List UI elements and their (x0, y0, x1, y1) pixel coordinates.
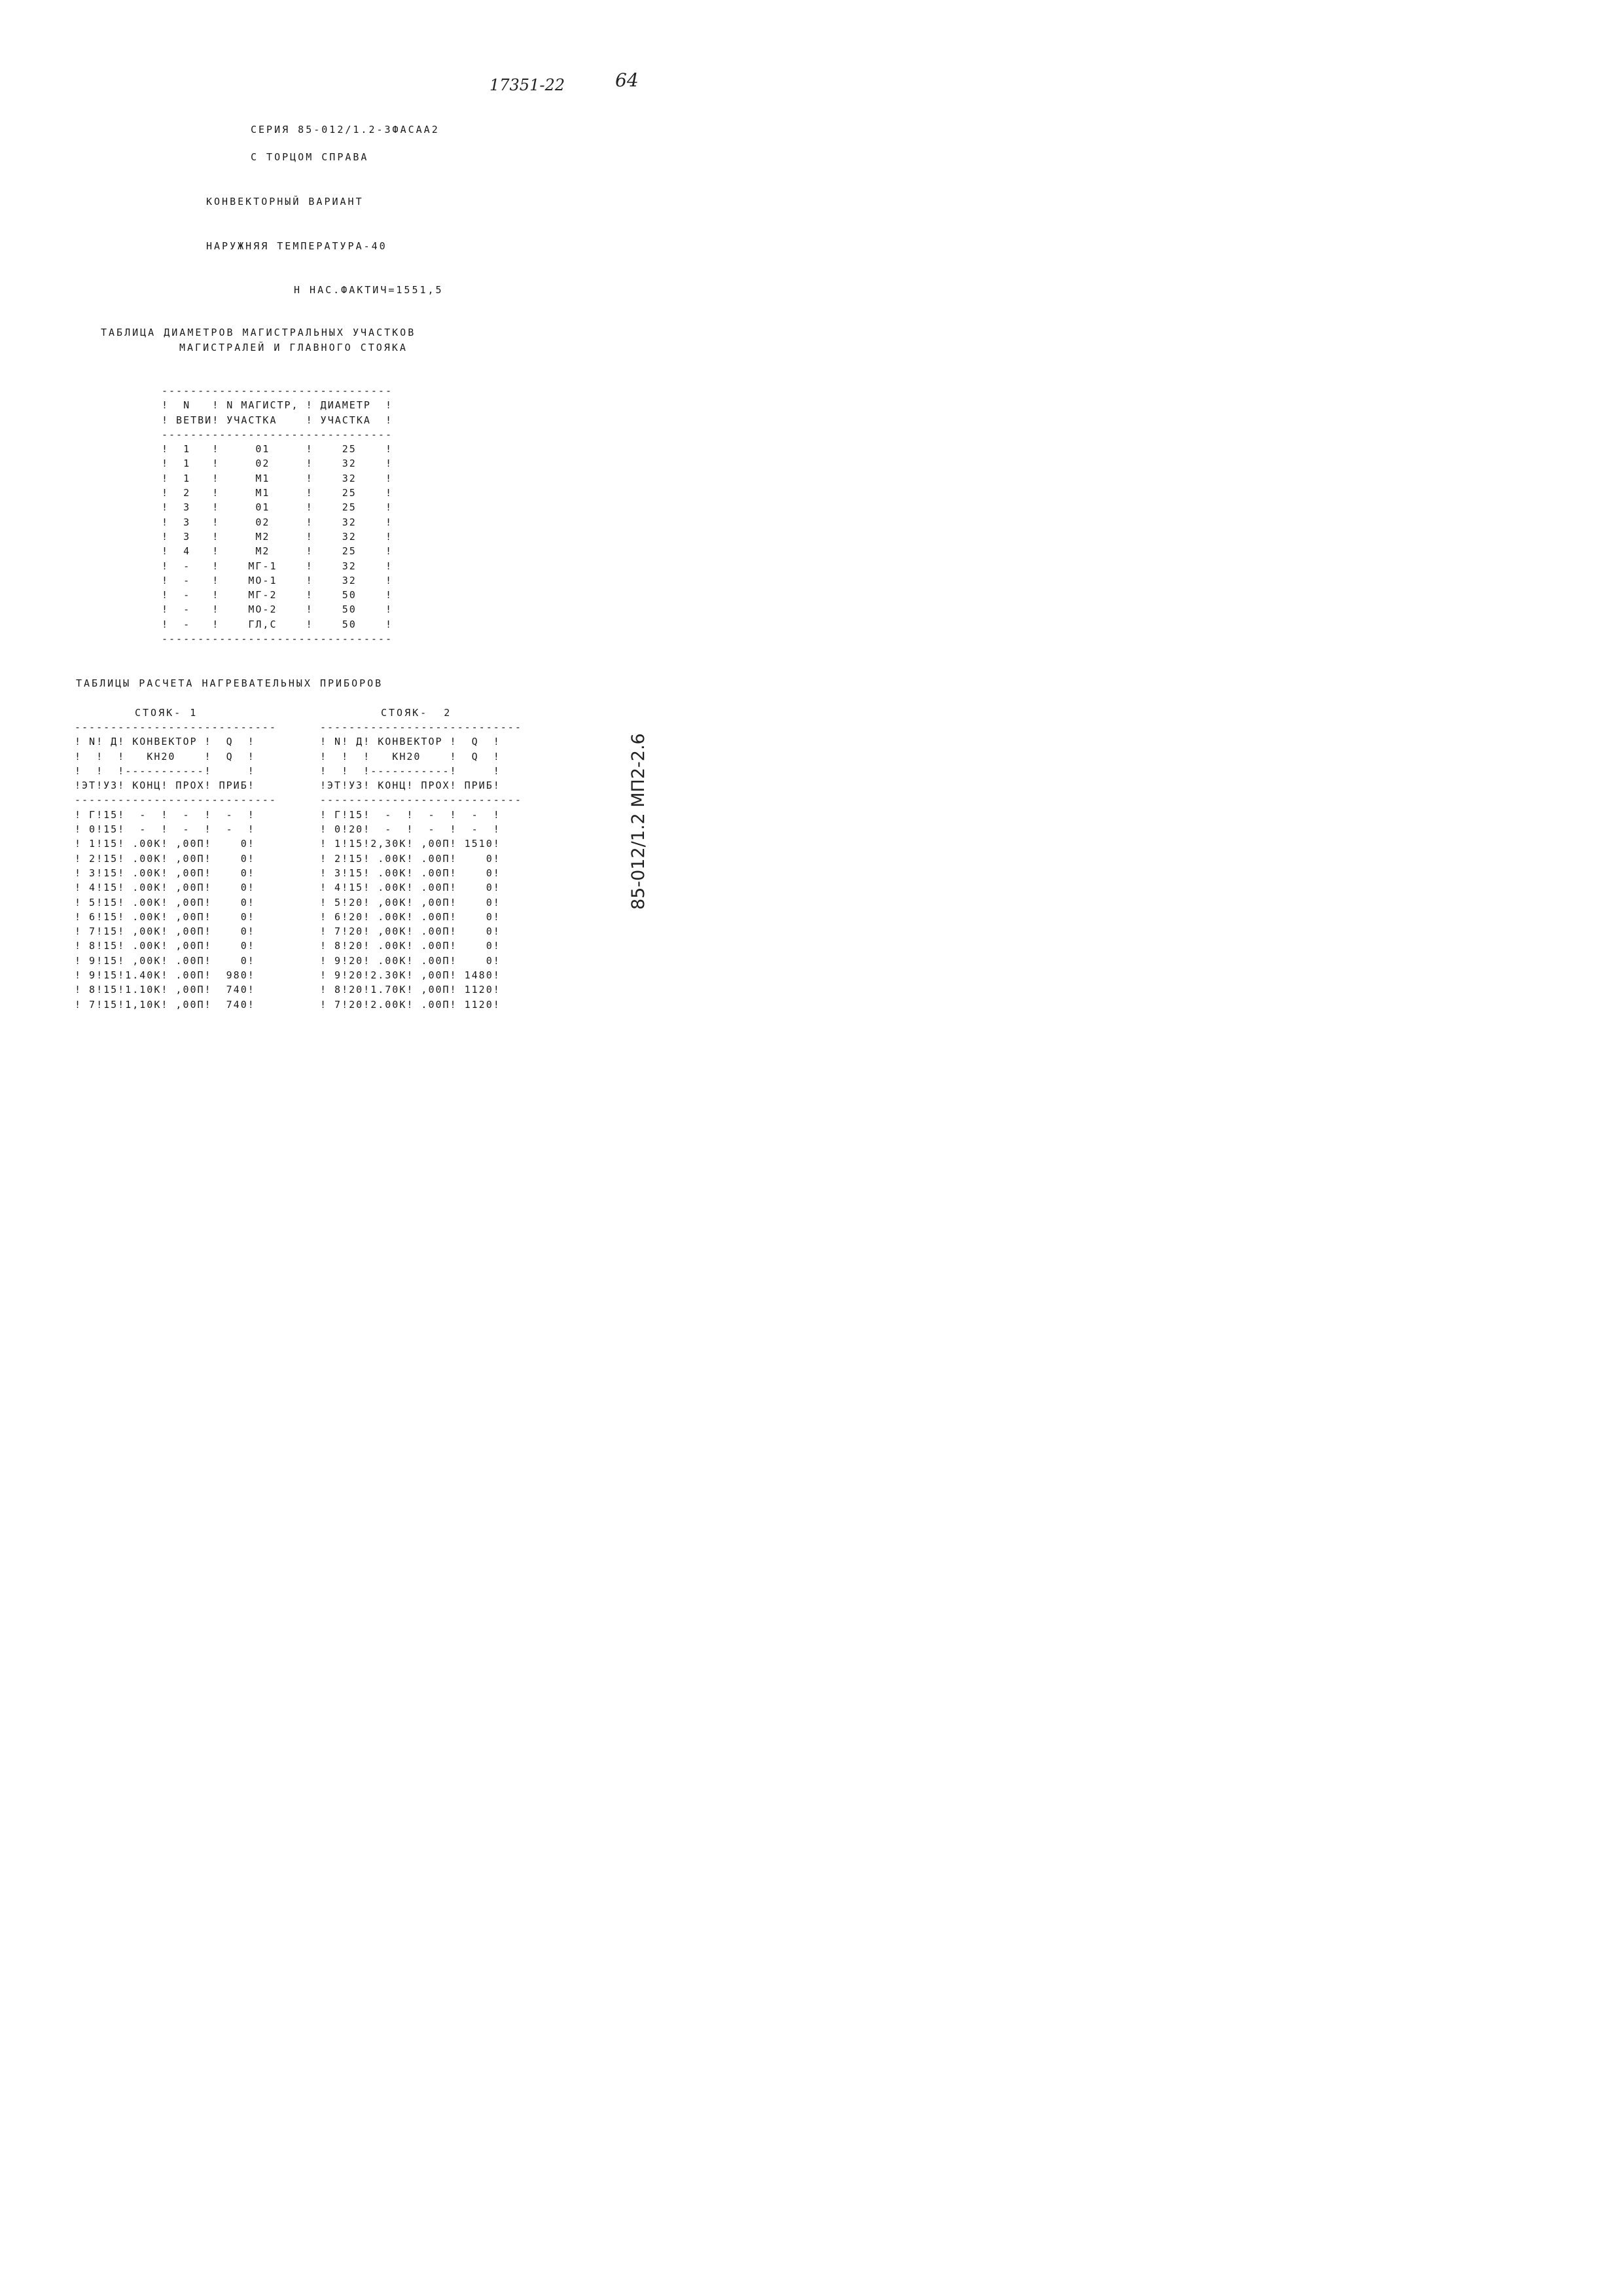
table-row: ! 0!15! - ! - ! - ! (75, 823, 255, 836)
table-row: ! ВЕТВИ! УЧАСТКА ! УЧАСТКА ! (162, 414, 393, 426)
table-row: ! - ! МО-2 ! 50 ! (162, 603, 393, 616)
table-row: ! - ! МГ-2 ! 50 ! (162, 589, 393, 601)
table-row: ! 2 ! М1 ! 25 ! (162, 487, 393, 499)
subtitle-end-position: С ТОРЦОМ СПРАВА (251, 151, 369, 163)
table-row: ! 7!20!2.00К! .00П! 1120! (320, 998, 501, 1011)
table-row: ! N ! N МАГИСТР, ! ДИАМЕТР ! (162, 399, 393, 412)
table-row: ! 1 ! 01 ! 25 ! (162, 443, 393, 456)
table-row: ! 2!15! .00К! ,00П! 0! (75, 852, 255, 865)
subtitle-variant: КОНВЕКТОРНЫЙ ВАРИАНТ (206, 196, 364, 207)
handwritten-doc-number: 17351-22 (490, 76, 565, 94)
table-row: ! N! Д! КОНВЕКТОР ! Q ! (320, 736, 501, 748)
diameter-table (162, 384, 393, 646)
diameter-table-title-line2: МАГИСТРАЛЕЙ И ГЛАВНОГО СТОЯКА (179, 342, 408, 353)
table-row: ! 8!15!1.10К! ,00П! 740! (75, 984, 255, 996)
table-row: ! 3 ! М2 ! 32 ! (162, 530, 393, 543)
table-row: !ЭТ!УЗ! КОНЦ! ПРОХ! ПРИБ! (320, 780, 501, 792)
riser-1-table (75, 720, 277, 1012)
table-row: ! - ! ГЛ,С ! 50 ! (162, 618, 393, 630)
table-row: -------------------------------- (162, 385, 393, 397)
table-row: ! 3 ! 02 ! 32 ! (162, 516, 393, 528)
table-row: ---------------------------- (75, 794, 277, 806)
table-row: ! 9!20!2.30К! ,00П! 1480! (320, 969, 501, 982)
handwritten-page-number: 64 (615, 69, 639, 91)
table-row: ! 9!20! .00К! .00П! 0! (320, 954, 501, 967)
table-row: ! 4!15! .00К! ,00П! 0! (75, 882, 255, 894)
table-row: ! 4 ! М2 ! 25 ! (162, 545, 393, 558)
table-row: ! 8!20! .00К! .00П! 0! (320, 940, 501, 952)
table-row: ! 4!15! .00К! .00П! 0! (320, 882, 501, 894)
riser-2-label: СТОЯК- 2 (381, 707, 452, 719)
table-row: ! Г!15! - ! - ! - ! (75, 808, 255, 821)
riser-1-label: СТОЯК- 1 (135, 707, 198, 719)
table-row: ! 8!15! .00К! ,00П! 0! (75, 940, 255, 952)
table-row: ! 9!15! ,00К! .00П! 0! (75, 954, 255, 967)
table-row: ! Г!15! - ! - ! - ! (320, 808, 501, 821)
riser-2-table (320, 720, 522, 1012)
table-row: ! 7!15! ,00К! ,00П! 0! (75, 925, 255, 938)
table-row: ! N! Д! КОНВЕКТОР ! Q ! (75, 736, 255, 748)
table-row: ! 8!20!1.70К! ,00П! 1120! (320, 984, 501, 996)
table-row: ! 1!15! .00К! ,00П! 0! (75, 838, 255, 850)
table-row: ! ! !-----------! ! (320, 764, 501, 777)
table-row: ---------------------------- (320, 721, 522, 733)
diameter-table-title-line1: ТАБЛИЦА ДИАМЕТРОВ МАГИСТРАЛЬНЫХ УЧАСТКОВ (101, 327, 416, 338)
table-row: ! 2!15! .00К! .00П! 0! (320, 852, 501, 865)
table-row: ! 3!15! .00К! .00П! 0! (320, 867, 501, 879)
subtitle-pump-head: Н НАС.ФАКТИЧ=1551,5 (294, 284, 444, 296)
table-row: ! 6!20! .00К! .00П! 0! (320, 910, 501, 923)
table-row: ! 9!15!1.40К! .00П! 980! (75, 969, 255, 982)
table-row: ! - ! МО-1 ! 32 ! (162, 574, 393, 586)
table-row: ! 1!15!2,30К! ,00П! 1510! (320, 838, 501, 850)
series-heading: СЕРИЯ 85-012/1.2-3ФАСАА2 (251, 124, 440, 135)
table-row: ! 7!20! ,00К! .00П! 0! (320, 925, 501, 938)
table-row: -------------------------------- (162, 633, 393, 645)
table-row: ! - ! МГ-1 ! 32 ! (162, 560, 393, 572)
table-row: ! 0!20! - ! - ! - ! (320, 823, 501, 836)
table-row: ---------------------------- (320, 794, 522, 806)
table-row: ! 3!15! .00К! ,00П! 0! (75, 867, 255, 879)
side-document-code: 85-012/1.2 МП2-2.6 (628, 733, 649, 910)
table-row: ! 5!20! ,00К! ,00П! 0! (320, 896, 501, 908)
table-row: !ЭТ!УЗ! КОНЦ! ПРОХ! ПРИБ! (75, 780, 255, 792)
table-row: ! ! !-----------! ! (75, 764, 255, 777)
subtitle-outdoor-temperature: НАРУЖНЯЯ ТЕМПЕРАТУРА-40 (206, 240, 387, 252)
table-row: ---------------------------- (75, 721, 277, 733)
table-row: ! ! ! КН20 ! Q ! (320, 750, 501, 762)
table-row: ! 1 ! М1 ! 32 ! (162, 472, 393, 484)
table-row: -------------------------------- (162, 428, 393, 440)
table-row: ! 7!15!1,10К! ,00П! 740! (75, 998, 255, 1011)
heating-tables-title: ТАБЛИЦЫ РАСЧЕТА НАГРЕВАТЕЛЬНЫХ ПРИБОРОВ (76, 677, 383, 689)
table-row: ! 5!15! .00К! ,00П! 0! (75, 896, 255, 908)
table-row: ! ! ! КН20 ! Q ! (75, 750, 255, 762)
table-row: ! 1 ! 02 ! 32 ! (162, 457, 393, 470)
table-row: ! 6!15! .00К! ,00П! 0! (75, 910, 255, 923)
table-row: ! 3 ! 01 ! 25 ! (162, 501, 393, 514)
